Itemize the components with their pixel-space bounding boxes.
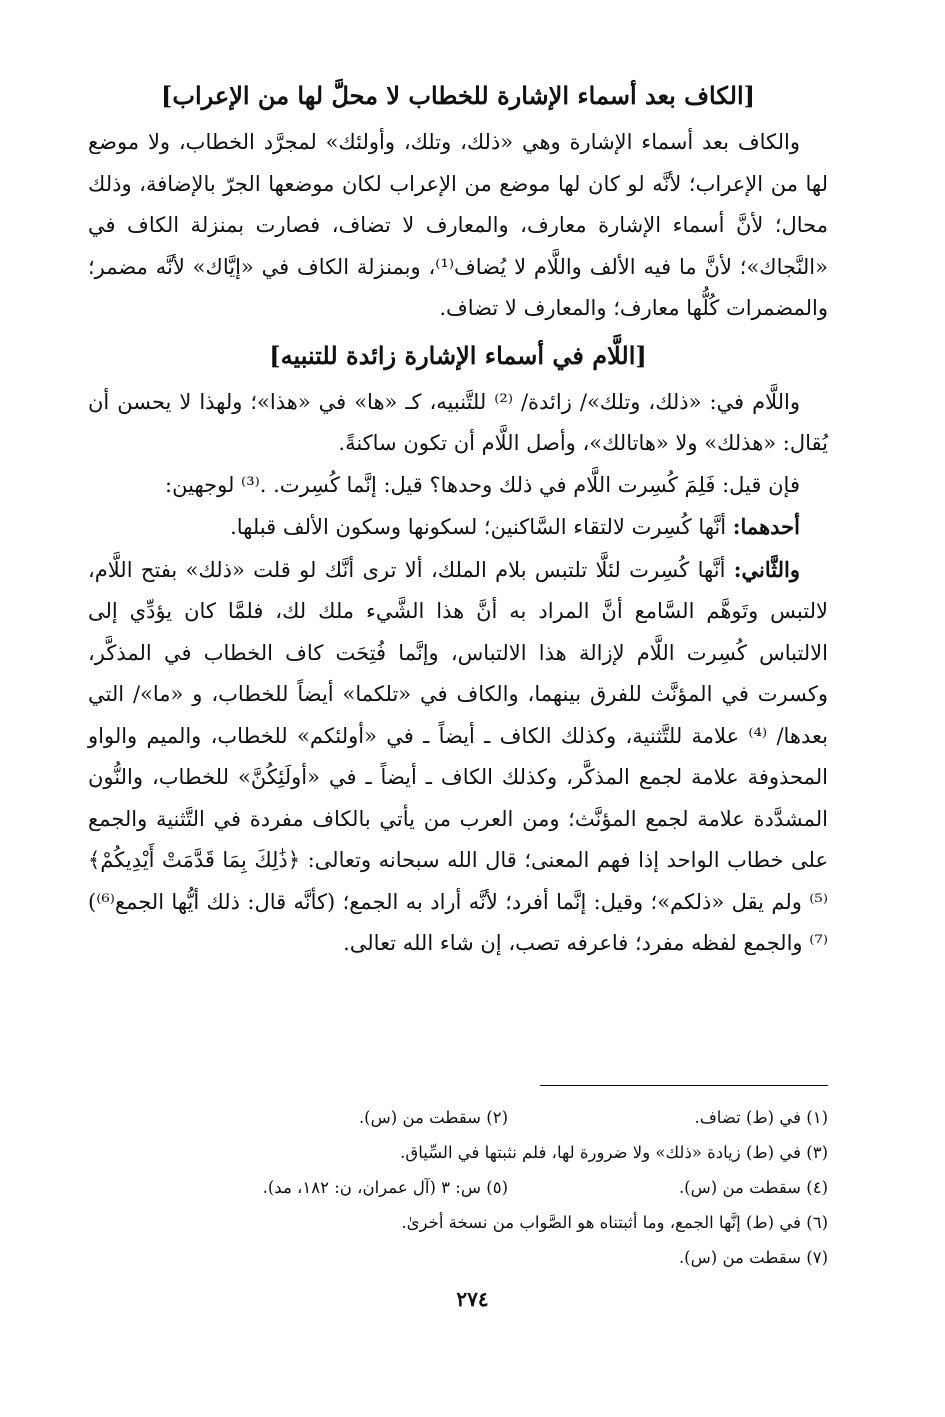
page-number: ٢٧٤ [456,1287,489,1311]
footnote-row [120,1100,828,1135]
point-lead: أحدهما: [732,514,800,539]
section-heading: [الكاف بعد أسماء الإشارة للخطاب لا محلَّ لها من الإعراب] [161,81,755,110]
footnote: (٣) في (ط) زيادة «ذلك» ولا ضرورة لها، فلم نثبتها في السِّياق. [400,1143,828,1162]
paragraph: والكاف بعد أسماء الإشارة وهي «ذلك، وتلك، وأولئك» لمجرَّد الخطاب، ولا موضع لها من الإعراب؛ لأنَّه لو كان لها موضع من الإعراب لكان موضعها الجرّ بالإضافة، وذلك محال؛ لأنَّ أسماء الإشارة معارف، والمعارف لا تضاف، فصارت بمنزلة الكاف في «النَّجاك»؛ لأنَّ ما فيه الألف واللَّام لا يُضاف⁽¹⁾، وبمنزلة الكاف في «إيَّاك» لأنَّه مضمر؛ والمضمرات كُلُّها معارف؛ والمعارف لا تضاف. [88,130,828,320]
section-heading: [اللَّام في أسماء الإشارة زائدة للتنبيه] [269,340,647,370]
paragraph: فإن قيل: فَلِمَ كُسِرت اللَّام في ذلك وحدها؟ قيل: إنَّما كُسِرت. .⁽³⁾ لوجهين: [165,472,800,497]
footnote: (٧) سقطت من (س). [678,1248,828,1267]
footnote-separator [540,1085,828,1086]
footnote-row [120,1170,828,1205]
point-paragraph [88,549,828,965]
section-2 [88,336,828,965]
footnote-row [120,1205,828,1240]
footnote: (٤) سقطت من (س). [678,1178,828,1197]
footnotes [120,1100,828,1275]
point-lead: والثَّاني: [733,556,800,582]
footnote-row [120,1135,828,1170]
footnote: (٢) سقطت من (س). [358,1108,508,1127]
footnote: (١) في (ط) تضاف. [694,1108,828,1127]
footnote-row [120,1240,828,1275]
paragraph: واللَّام في: «ذلك، وتلك»/ زائدة/ ⁽²⁾ للتَّنبيه، كـ «ها» في «هذا»؛ ولهذا لا يحسن أن يُقال: «هذلك» ولا «هاتالك»، وأصل اللَّام أن تكون ساكنةً. [88,389,828,455]
point-text: أنَّها كُسِرت لئلَّا تلتبس بلام الملك، ألا ترى أنَّك لو قلت «ذلك» بفتح اللَّام، لالتبس وتَوهَّم السَّامع أنَّ المراد به أنَّ هذا الشَّيء ملك لك، فلمَّا كان يؤدِّي إلى الالتباس كُسِرت اللَّام لإزالة هذا الالتباس، وإنَّما فُتِحَت كاف الخطاب في المذكَّر، وكسرت في المؤنَّث للفرق بينهما، والكاف في «تلكما» أيضاً للخطاب، و «ما»/ التي بعدها/ ⁽⁴⁾ علامة للتَّثنية، وكذلك الكاف ـ أيضاً ـ في «أولئكم» للخطاب، والميم والواو المحذوفة علامة لجمع المذكَّر، وكذلك الكاف ـ أيضاً ـ في «أولَئِكُنَّ» للخطاب، والنُّون المشدَّدة علامة لجمع المؤنَّث؛ ومن العرب من يأتي بالكاف مفردة في التَّثنية والجمع على خطاب الواحد إذا فهم المعنى؛ قال الله سبحانه وتعالى: ﴿ذَٰلِكَ بِمَا قَدَّمَتْ أَيْدِيكُمْ﴾⁽⁵⁾ ولم يقل «ذلكم»؛ وقيل: إنَّما أفرد؛ لأنَّه أراد به الجمع؛ (كأنَّه قال: ذلك أيُّها الجمع⁽⁶⁾)⁽⁷⁾ والجمع لفظه مفرد؛ فاعرفه تصب، إن شاء الله تعالى. [88,557,828,955]
point-text: أنَّها كُسِرت لالتقاء السَّاكنين؛ لسكونها وسكون الألف قبلها. [230,515,733,539]
point-paragraph [88,506,828,549]
page-body [88,76,828,965]
footnote: (٦) في (ط) إنَّها الجمع، وما أثبتناه هو الصَّواب من نسخة أخرىٰ. [401,1213,828,1232]
section-1 [88,76,828,330]
footnote: (٥) س: ٣ (آل عمران، ن: ١٨٢، مد). [262,1178,508,1197]
